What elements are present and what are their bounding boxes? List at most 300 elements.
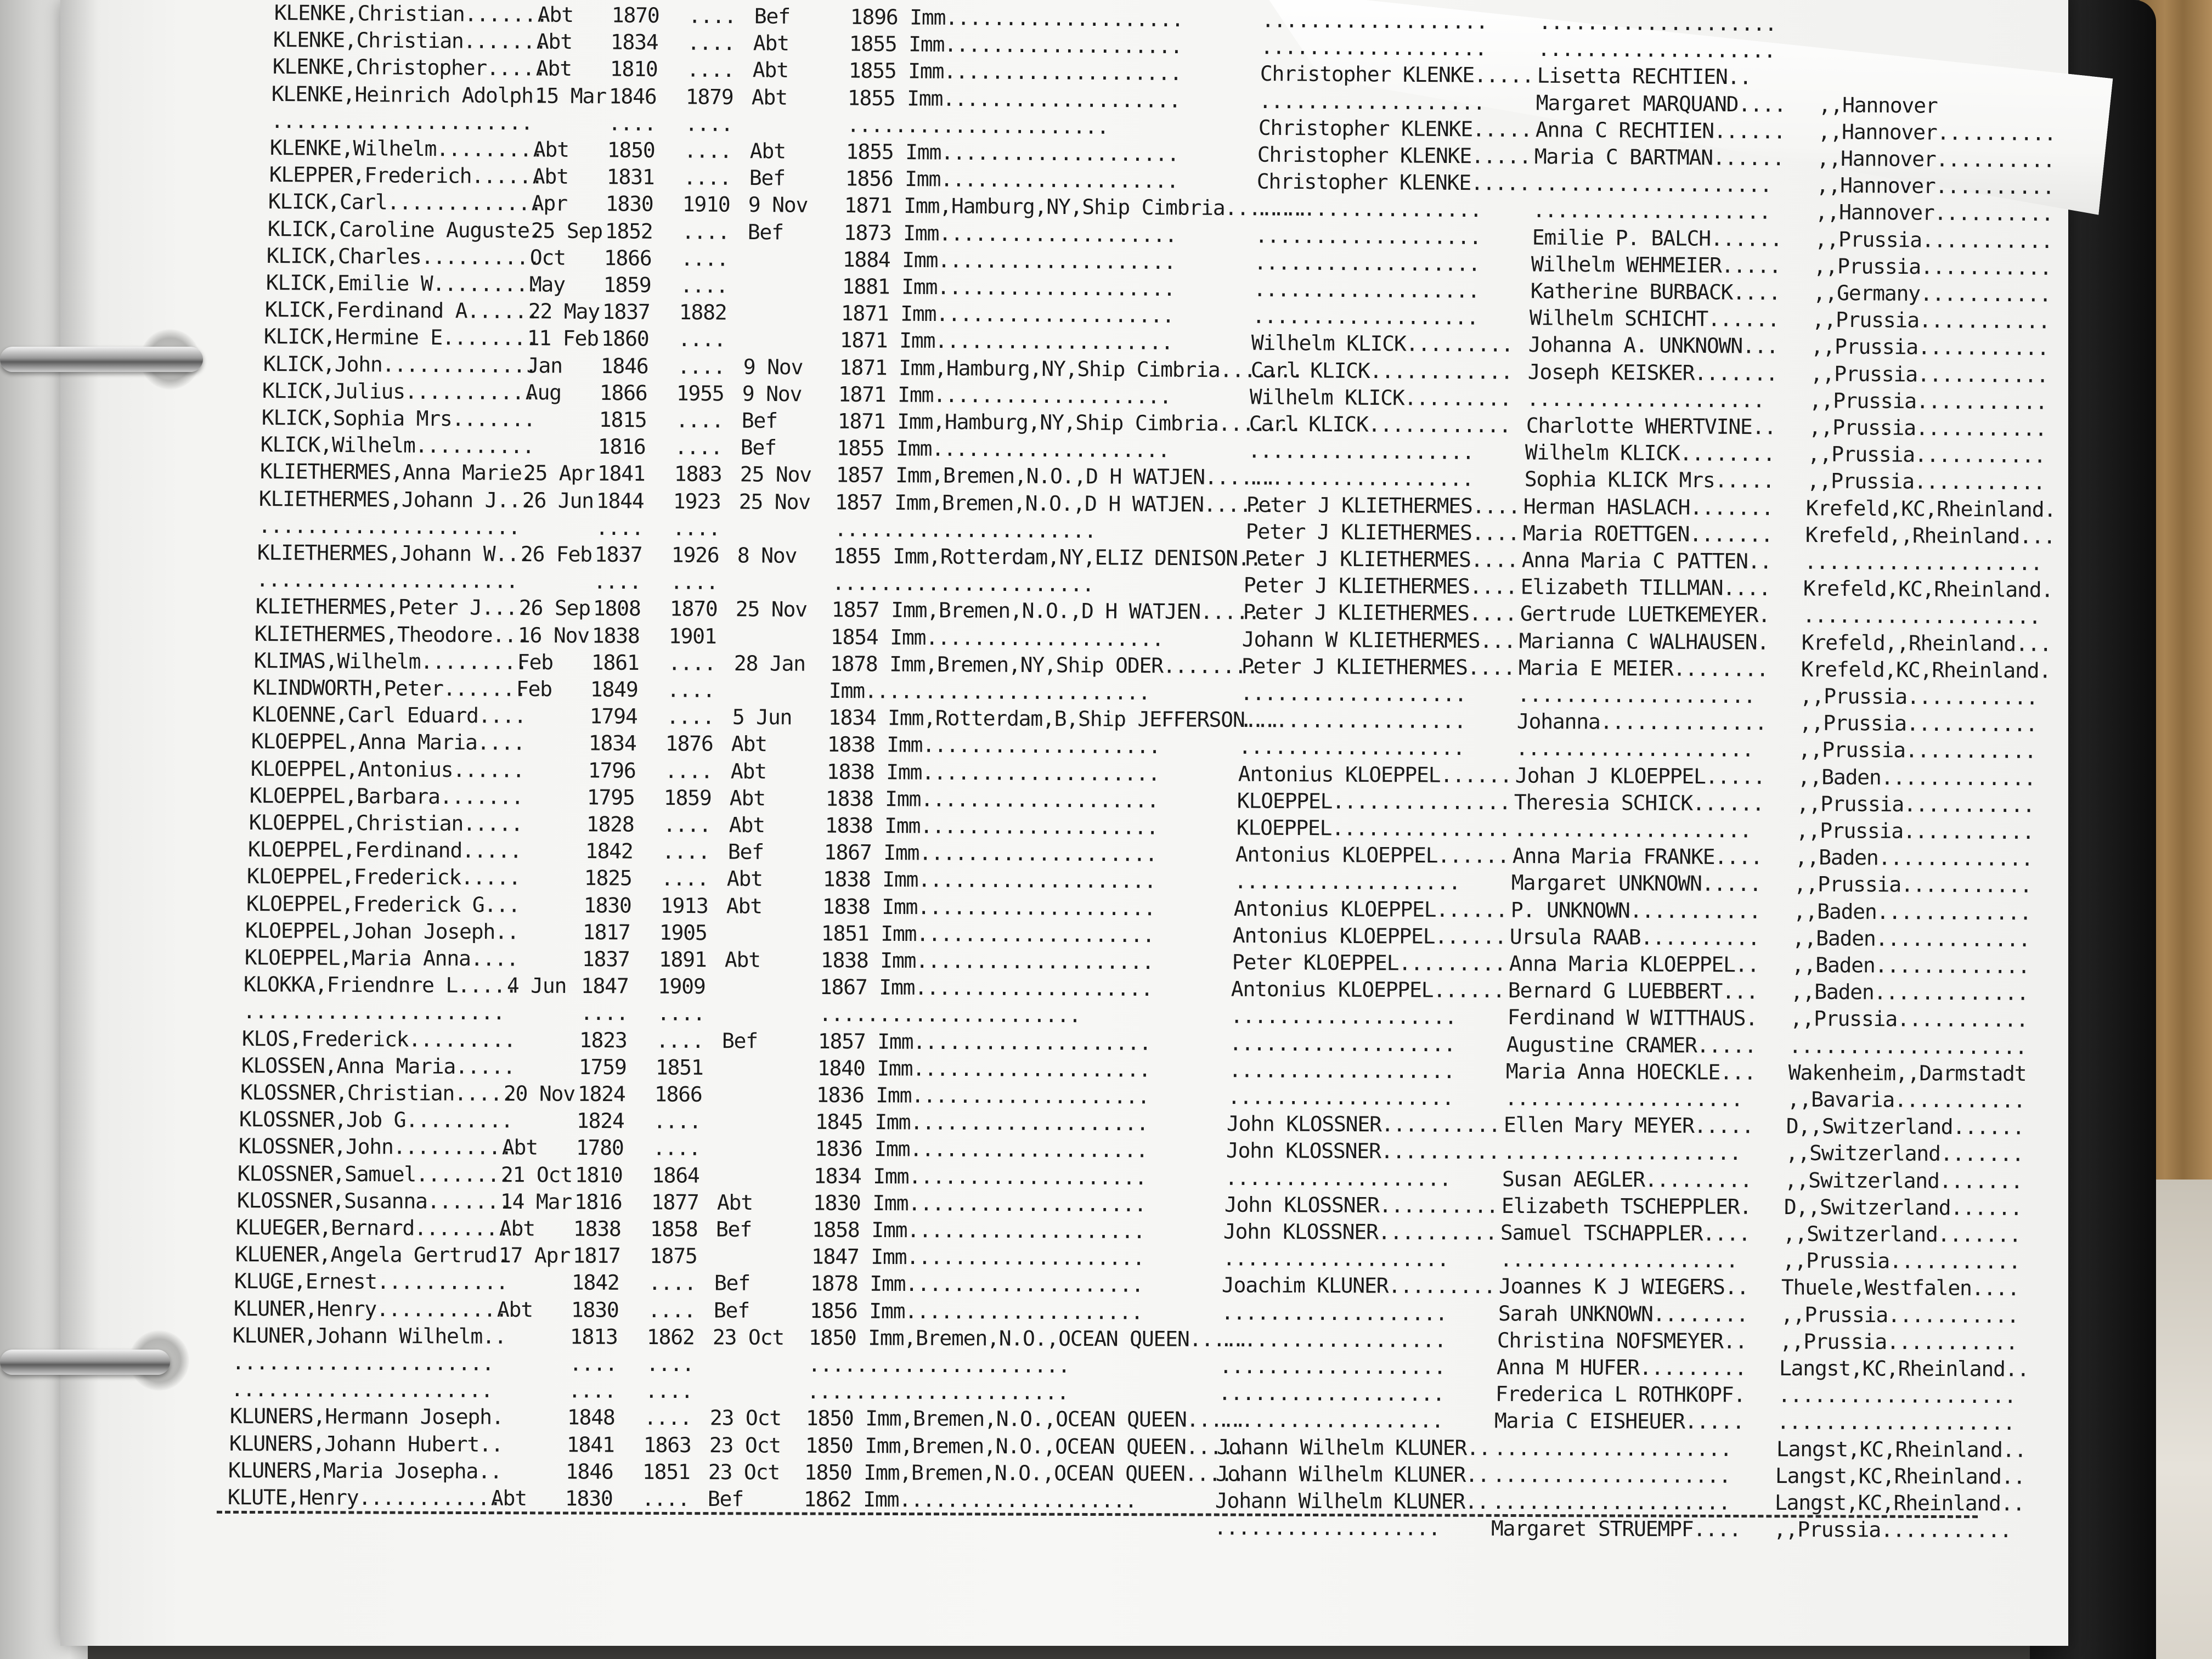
cell-c8: ,,Prussia...........: [1799, 684, 2038, 710]
cell-c3: 1875: [649, 1244, 697, 1268]
cell-c3: ....: [647, 1297, 696, 1322]
cell-c2: 1841: [597, 461, 645, 486]
cell-c5: 1871 Imm,Hamburg,NY,Ship Cimbria.......: [839, 355, 1304, 382]
cell-c3: 1905: [659, 920, 708, 945]
cell-c6: Peter J KLIETHERMES....: [1241, 653, 1515, 680]
cell-c0: KLICK,Caroline Auguste.: [267, 216, 541, 242]
cell-c2: 1870: [611, 3, 659, 28]
cell-c7: Wilhelm SCHICHT......: [1529, 306, 1780, 332]
cell-c5: 1845 Imm....................: [815, 1109, 1149, 1136]
cell-c5: 1830 Imm....................: [812, 1190, 1146, 1216]
cell-c5: ......................: [808, 1352, 1070, 1378]
cell-c2: 1837: [602, 300, 650, 324]
cell-c6: ...................: [1239, 708, 1466, 733]
cell-c7: Joannes K J WIEGERS..: [1498, 1274, 1749, 1300]
cell-c4: 23 Oct: [710, 1406, 782, 1431]
cell-c7: Ellen Mary MEYER.....: [1504, 1113, 1754, 1138]
cell-c8: ,,Prussia...........: [1813, 253, 2052, 280]
cell-c7: P. UNKNOWN...........: [1510, 898, 1761, 923]
cell-c2: 1859: [603, 273, 651, 297]
cell-c3: 1910: [682, 192, 730, 217]
cell-c1: Abt: [532, 164, 568, 189]
cell-c4: Bef: [740, 435, 777, 460]
cell-c5: 1862 Imm....................: [803, 1487, 1137, 1513]
cell-c3: ....: [688, 3, 736, 29]
cell-c4: Abt: [716, 1190, 753, 1215]
cell-c2: 1808: [592, 596, 641, 621]
cell-c7: ....................: [1538, 36, 1776, 63]
cell-c7: Lisetta RECHTIEN..: [1537, 63, 1752, 89]
cell-c3: ....: [675, 408, 724, 433]
cell-c4: Abt: [752, 84, 788, 110]
cell-c2: 1842: [571, 1270, 619, 1295]
cell-c0: KLOENNE,Carl Eduard....: [252, 702, 526, 728]
cell-c0: ......................: [258, 513, 520, 539]
cell-c5: 1857 Imm,Bremen,N.O.,D H WATJEN......: [834, 489, 1276, 517]
cell-c2: ....: [568, 1378, 616, 1403]
cell-c7: ....................: [1493, 1435, 1732, 1461]
cell-c5: 1838 Imm....................: [822, 894, 1155, 920]
cell-c6: Joachim KLUNER.........: [1221, 1273, 1496, 1299]
cell-c8: ,,Prussia...........: [1774, 1517, 2012, 1543]
cell-c8: ,,Hannover..........: [1815, 200, 2053, 226]
cell-c2: ....: [594, 569, 642, 594]
cell-c7: Bernard G LUEBBERT...: [1508, 978, 1758, 1004]
cell-c2: 1844: [596, 488, 644, 513]
cell-c2: 1823: [579, 1028, 627, 1052]
cell-c3: 1883: [674, 462, 722, 487]
cell-c7: Wilhelm KLICK........: [1525, 440, 1775, 466]
cell-c3: 1851: [655, 1055, 703, 1080]
cell-c1: Abt: [490, 1486, 527, 1510]
cell-c6: ...................: [1220, 1327, 1446, 1352]
cell-c4: Bef: [721, 1028, 758, 1053]
cell-c5: ......................: [834, 517, 1096, 543]
cell-c8: ,,Prussia...........: [1812, 307, 2050, 334]
cell-c7: Christina NOFSMEYER..: [1497, 1328, 1747, 1353]
cell-c5: 1850 Imm,Bremen,N.O.,OCEAN QUEEN.....: [808, 1325, 1249, 1352]
cell-c7: Emilie P. BALCH......: [1532, 225, 1782, 251]
cell-c6: ...................: [1214, 1515, 1441, 1541]
cell-c3: 1870: [669, 596, 718, 622]
cell-c6: Johann Wilhelm KLUNER..: [1215, 1488, 1489, 1514]
cell-c4: Bef: [741, 408, 777, 433]
cell-c3: ....: [685, 111, 733, 136]
cell-c4: 23 Oct: [709, 1432, 781, 1458]
cell-c3: ....: [652, 1136, 701, 1161]
cell-c2: 1834: [611, 30, 659, 55]
cell-c1: 4 Jun: [506, 973, 567, 998]
cell-c6: Carl KLICK............: [1249, 411, 1511, 438]
cell-c6: ...................: [1255, 223, 1481, 249]
cell-c0: KLOEPPEL,Antonius......: [250, 756, 524, 782]
cell-c0: KLOSSNER,John..........: [238, 1134, 512, 1160]
cell-c4: Abt: [729, 786, 766, 810]
cell-c1: Abt: [533, 137, 569, 162]
cell-c5: 1867 Imm....................: [823, 840, 1157, 866]
cell-c6: Peter J KLIETHERMES....: [1246, 492, 1520, 518]
cell-c4: Abt: [726, 893, 762, 918]
cell-c7: Herman HASLACH.......: [1523, 494, 1774, 520]
cell-c3: ....: [672, 516, 720, 540]
cell-c3: 1913: [660, 893, 708, 918]
cell-c2: 1816: [597, 435, 646, 459]
cell-c8: ,,Prussia...........: [1796, 818, 2034, 844]
cell-c1: Oct: [529, 245, 566, 270]
cell-c3: ....: [666, 704, 714, 729]
cell-c2: 1830: [583, 893, 631, 918]
cell-c4: 5 Jun: [732, 705, 792, 730]
cell-c7: Margaret MARQUAND....: [1536, 91, 1786, 117]
cell-c8: ....................: [1804, 549, 2042, 575]
cell-c6: ...................: [1261, 8, 1488, 34]
cell-c0: KLOSSNER,Susanna.......: [236, 1188, 511, 1214]
cell-c5: 1855 Imm....................: [836, 436, 1170, 462]
cell-c0: KLOEPPEL,Ferdinand.....: [247, 837, 522, 863]
cell-c7: ....................: [1503, 1139, 1741, 1165]
cell-c3: 1909: [657, 974, 706, 999]
cell-c7: Joseph KEISKER.......: [1527, 359, 1778, 386]
cell-c0: KLOEPPEL,Frederick G...: [246, 891, 520, 917]
cell-c0: KLOEPPEL,Frederick.....: [247, 864, 521, 890]
cell-c1: Abt: [501, 1135, 538, 1160]
cell-c0: KLEPPER,Frederich......: [269, 162, 543, 189]
cell-c5: 1834 Imm....................: [814, 1164, 1147, 1189]
cell-c0: KLUGE,Ernest...........: [234, 1269, 508, 1295]
cell-c6: Antonius KLOEPPEL......: [1235, 842, 1509, 868]
cell-c2: 1817: [572, 1243, 620, 1268]
cell-c5: 1836 Imm....................: [816, 1082, 1149, 1109]
cell-c8: ,,Prussia...........: [1807, 442, 2046, 468]
cell-c6: John KLOSSNER..........: [1223, 1219, 1497, 1245]
cell-c6: ...................: [1217, 1408, 1444, 1433]
cell-c6: Christopher KLENKE.....: [1256, 169, 1531, 196]
cell-c3: ....: [681, 219, 730, 244]
cell-c2: 1861: [591, 650, 639, 675]
cell-c6: ...................: [1255, 196, 1482, 222]
cell-c2: 1759: [578, 1054, 627, 1080]
cell-c5: 1855 Imm....................: [849, 31, 1183, 59]
cell-c3: 1882: [679, 300, 727, 325]
cell-c8: ,,Prussia...........: [1780, 1302, 2019, 1328]
cell-c6: Wilhelm KLICK.........: [1251, 331, 1514, 357]
cell-c0: KLIMAS,Wilhelm.........: [253, 648, 528, 674]
cell-c7: Samuel TSCHAPPLER....: [1500, 1220, 1751, 1246]
cell-c4: Abt: [731, 732, 768, 757]
cell-c3: 1891: [658, 947, 707, 972]
cell-c2: 1860: [601, 326, 650, 351]
cell-c1: May: [529, 272, 565, 297]
cell-c5: 1871 Imm....................: [838, 382, 1172, 409]
cell-c4: 9 Nov: [743, 354, 803, 379]
cell-c2: 1828: [586, 812, 634, 837]
cell-c1: 25 Apr: [523, 461, 595, 486]
cell-c2: 1815: [599, 407, 647, 432]
cell-c2: 1837: [594, 542, 642, 567]
cell-c4: Bef: [713, 1298, 749, 1323]
cell-c4: 23 Oct: [708, 1459, 780, 1485]
cell-c6: ...................: [1259, 88, 1486, 115]
cell-c7: Wilhelm WEHMEIER.....: [1531, 252, 1781, 278]
cell-c8: ....................: [1778, 1383, 2016, 1408]
cell-c1: 16 Nov: [518, 623, 590, 648]
cell-c0: ......................: [270, 108, 533, 135]
cell-c7: Anna Maria KLOEPPEL..: [1509, 951, 1759, 977]
cell-c2: 1846: [600, 353, 648, 379]
cell-c1: Feb: [516, 676, 552, 702]
cell-c0: KLENKE,Christian.......: [273, 27, 548, 54]
cell-c5: 1855 Imm....................: [848, 58, 1182, 86]
cell-c5: 1857 Imm,Bremen,N.O.,D H WATJEN......: [836, 462, 1276, 490]
cell-c7: Maria Anna HOECKLE...: [1505, 1059, 1756, 1085]
cell-c2: 1848: [567, 1405, 616, 1430]
cell-c3: ....: [668, 651, 716, 675]
cell-c0: KLUTE,Henry............: [227, 1485, 501, 1510]
cell-c0: KLUNER,Johann Wilhelm..: [232, 1323, 506, 1348]
cell-c7: Elizabeth TILLMAN....: [1521, 574, 1771, 601]
cell-c1: 15 Mar: [535, 83, 607, 108]
cell-c2: 1824: [577, 1081, 625, 1107]
cell-c0: KLOSSNER,Samuel........: [238, 1161, 511, 1187]
cell-c3: ....: [680, 273, 728, 298]
cell-c8: ,,Prussia...........: [1779, 1329, 2018, 1355]
cell-c5: 1884 Imm....................: [842, 247, 1176, 274]
cell-c7: Ursula RAAB..........: [1510, 924, 1760, 950]
cell-c8: ,,Baden.............: [1792, 926, 2030, 951]
cell-c8: ,,Prussia...........: [1794, 872, 2032, 898]
cell-c6: ...................: [1252, 303, 1479, 330]
cell-c1: Abt: [537, 29, 573, 54]
cell-c7: Elizabeth TSCHEPPLER.: [1501, 1193, 1752, 1219]
cell-c8: ,,Hannover..........: [1818, 119, 2056, 145]
cell-c8: Langst,KC,Rheinland..: [1779, 1356, 2029, 1381]
cell-c3: 1877: [651, 1190, 699, 1215]
cell-c3: ....: [684, 138, 732, 163]
cell-c5: 1867 Imm....................: [819, 975, 1153, 1001]
cell-c3: ....: [641, 1486, 690, 1511]
cell-c1: 22 May: [528, 299, 600, 324]
cell-c2: ....: [595, 515, 644, 540]
cell-c5: 1896 Imm....................: [850, 4, 1183, 32]
cell-c8: ,,Prussia...........: [1798, 737, 2036, 764]
cell-c5: 1858 Imm....................: [812, 1217, 1146, 1243]
cell-c6: ...................: [1230, 1003, 1457, 1029]
cell-c6: Peter KLOEPPEL.........: [1232, 950, 1506, 976]
cell-c6: Peter J KLIETHERMES....: [1244, 573, 1517, 599]
cell-c3: ....: [678, 327, 726, 352]
cell-c4: 23 Oct: [712, 1325, 785, 1350]
cell-c8: ,,Prussia...........: [1782, 1248, 2021, 1274]
cell-c6: KLOEPPEL...............: [1237, 788, 1511, 814]
cell-c0: KLUNERS,Maria Josepha..: [228, 1458, 502, 1483]
cell-c5: 1855 Imm....................: [847, 86, 1181, 112]
cell-c4: 9 Nov: [742, 381, 802, 407]
cell-c0: KLIETHERMES,Anna Marie.: [259, 459, 534, 486]
cell-c0: KLICK,Emilie W.........: [266, 270, 540, 297]
cell-c3: 1864: [652, 1163, 700, 1188]
cell-c8: ,,Switzerland.......: [1783, 1221, 2021, 1247]
cell-c8: ,,Switzerland.......: [1785, 1167, 2023, 1193]
cell-c1: Aug: [526, 380, 562, 405]
cell-c6: Peter J KLIETHERMES....: [1245, 519, 1520, 545]
cell-c2: 1830: [565, 1486, 613, 1511]
cell-c6: ...................: [1234, 869, 1461, 895]
cell-c6: Christopher KLENKE.....: [1257, 142, 1531, 169]
cell-c5: 1855 Imm....................: [845, 139, 1180, 166]
cell-c7: Ferdinand W WITTHAUS.: [1507, 1005, 1757, 1031]
cell-c2: 1837: [582, 947, 630, 972]
cell-c4: 28 Jan: [733, 651, 805, 676]
cell-c6: ...................: [1228, 1058, 1455, 1083]
cell-c8: ,,Prussia...........: [1808, 415, 2047, 441]
cell-c3: ....: [683, 165, 731, 190]
cell-c4: 25 Nov: [738, 489, 811, 514]
cell-c8: ,,Switzerland.......: [1785, 1141, 2024, 1166]
cell-c7: Sarah UNKNOWN........: [1498, 1301, 1748, 1327]
cell-c5: 1838 Imm....................: [826, 759, 1160, 786]
cell-c8: ,,Baden.............: [1793, 899, 2032, 924]
cell-c4: Abt: [724, 947, 760, 972]
cell-c6: ...................: [1254, 250, 1480, 276]
cell-c4: Bef: [747, 219, 783, 244]
cell-c0: KLOSSEN,Anna Maria.....: [241, 1053, 515, 1079]
cell-c8: ,,Hannover: [1818, 92, 1938, 118]
cell-c1: Feb: [517, 650, 553, 674]
cell-c8: Langst,KC,Rheinland..: [1774, 1490, 2024, 1516]
cell-c8: Krefeld,KC,Rheinland.: [1805, 495, 2056, 522]
cell-c2: 1846: [566, 1459, 614, 1484]
cell-c6: Johann W KLIETHERMES...: [1242, 627, 1516, 653]
cell-c4: Bef: [707, 1487, 743, 1511]
cell-c2: 1850: [607, 138, 655, 162]
cell-c0: KLIETHERMES,Johann W...: [257, 540, 531, 566]
cell-c8: ,,Germany...........: [1813, 280, 2051, 307]
cell-c7: ....................: [1492, 1489, 1730, 1515]
cell-c7: ....................: [1526, 386, 1765, 413]
cell-c5: 1838 Imm....................: [823, 867, 1156, 893]
cell-c0: KLIETHERMES,Theodore...: [255, 621, 528, 647]
cell-c2: 1852: [605, 218, 653, 244]
cell-c6: Peter J KLIETHERMES....: [1243, 600, 1517, 626]
cell-c4: Bef: [727, 839, 764, 865]
cell-c2: 1780: [575, 1136, 624, 1160]
cell-c4: Bef: [714, 1271, 751, 1296]
cell-c2: 1810: [575, 1163, 623, 1187]
cell-c0: ......................: [230, 1377, 493, 1402]
cell-c1: 20 Nov: [503, 1081, 575, 1106]
cell-c2: 1816: [574, 1189, 622, 1214]
cell-c7: Augustine CRAMER.....: [1506, 1032, 1757, 1058]
cell-c6: Christopher KLENKE.....: [1258, 115, 1532, 142]
cell-c8: Thuele,Westfalen....: [1781, 1275, 2019, 1301]
cell-c5: 1878 Imm,Bremen,NY,Ship ODER........: [830, 651, 1259, 679]
cell-c8: ,,Prussia...........: [1790, 1006, 2028, 1032]
cell-c3: ....: [656, 1028, 704, 1053]
cell-c8: Langst,KC,Rheinland..: [1775, 1463, 2025, 1489]
cell-c0: ......................: [256, 567, 518, 593]
cell-c8: ,,Prussia...........: [1799, 710, 2038, 737]
cell-c6: John KLOSSNER..........: [1224, 1192, 1498, 1218]
cell-c4: 9 Nov: [748, 193, 808, 218]
cell-c6: ...................: [1240, 681, 1467, 707]
cell-c4: Abt: [749, 139, 786, 163]
cell-c3: ....: [680, 246, 729, 271]
cell-c5: 1871 Imm....................: [840, 328, 1173, 355]
cell-c7: ....................: [1499, 1247, 1738, 1273]
cell-c3: 1859: [663, 785, 712, 810]
cell-c2: 1847: [580, 974, 629, 998]
cell-c0: KLOEPPEL,Christian.....: [249, 810, 523, 836]
cell-c3: ....: [646, 1351, 694, 1376]
cell-c0: KLOEPPEL,Maria Anna....: [244, 945, 518, 971]
cell-c7: Johanna A. UNKNOWN...: [1528, 332, 1779, 359]
cell-c5: ......................: [806, 1379, 1069, 1404]
cell-c6: Antonius KLOEPPEL......: [1233, 923, 1506, 949]
cell-c7: Johanna..............: [1516, 709, 1767, 735]
cell-c8: ....................: [1788, 1033, 2027, 1059]
cell-c3: 1876: [665, 731, 713, 756]
cell-c6: ...................: [1221, 1300, 1447, 1325]
cell-c5: 1881 Imm....................: [842, 274, 1175, 301]
cell-c6: Johann Wilhelm KLUNER..: [1216, 1462, 1489, 1487]
cell-c7: Margaret UNKNOWN.....: [1511, 871, 1762, 896]
cell-c2: 1810: [610, 57, 658, 82]
cell-c0: KLENKE,Heinrich Adolph.: [272, 81, 545, 108]
cell-c3: ....: [661, 866, 709, 891]
cell-c5: 1871 Imm,Hamburg,NY,Ship Cimbria.......: [844, 193, 1308, 221]
cell-c1: 14 Mar: [500, 1189, 572, 1214]
cell-c5: 1838 Imm....................: [820, 948, 1154, 974]
cell-c5: 1857 Imm,Bremen,N.O.,D H WATJEN......: [831, 597, 1272, 625]
cell-c2: 1817: [583, 919, 631, 945]
cell-c7: Maria E MEIER........: [1518, 655, 1768, 681]
cell-c5: 1850 Imm,Bremen,N.O.,OCEAN QUEEN.....: [805, 1433, 1245, 1459]
cell-c6: Antonius KLOEPPEL......: [1238, 761, 1512, 787]
cell-c2: 1838: [573, 1216, 621, 1241]
cell-c8: Krefeld,KC,Rheinland.: [1803, 576, 2053, 602]
cell-c0: KLICK,Julius...........: [262, 378, 536, 404]
cell-c8: ,,Baden.............: [1791, 952, 2030, 978]
cell-c8: D,,Switzerland......: [1786, 1114, 2024, 1139]
cell-c5: 1851 Imm....................: [821, 921, 1155, 947]
cell-c0: KLOEPPEL,Anna Maria....: [251, 729, 525, 755]
cell-c6: ...................: [1222, 1246, 1449, 1272]
cell-c6: Johann Wilhelm KLUNER..: [1216, 1435, 1491, 1460]
cell-c2: 1834: [588, 731, 636, 756]
cell-c2: ....: [569, 1351, 617, 1376]
cell-c1: 21 Oct: [501, 1162, 573, 1187]
cell-c8: ,,Baden.............: [1795, 845, 2033, 871]
cell-c6: KLOEPPEL...............: [1236, 815, 1510, 842]
cell-c3: ....: [664, 758, 713, 783]
cell-c3: ....: [687, 30, 736, 55]
cell-c0: KLOS,Frederick.........: [241, 1026, 516, 1052]
cell-c5: 1878 Imm....................: [810, 1271, 1144, 1297]
cell-c0: KLICK,Wilhelm..........: [260, 432, 534, 459]
cell-c7: Susan AEGLER.........: [1502, 1166, 1752, 1192]
cell-c5: 1847 Imm....................: [811, 1244, 1144, 1271]
cell-c3: 1851: [642, 1459, 691, 1484]
cell-c7: Gertrude LUETKEMEYER.: [1520, 601, 1770, 628]
cell-c0: KLICK,Hermine E........: [264, 324, 538, 351]
cell-c0: KLENKE,Christian.......: [274, 0, 548, 27]
cell-c3: 1862: [646, 1324, 695, 1350]
cell-c7: ....................: [1533, 171, 1772, 198]
cell-c6: ...................: [1261, 35, 1487, 61]
cell-c7: ....................: [1538, 9, 1777, 36]
cell-c3: 1863: [643, 1432, 691, 1457]
cell-c5: 1871 Imm....................: [840, 301, 1174, 328]
